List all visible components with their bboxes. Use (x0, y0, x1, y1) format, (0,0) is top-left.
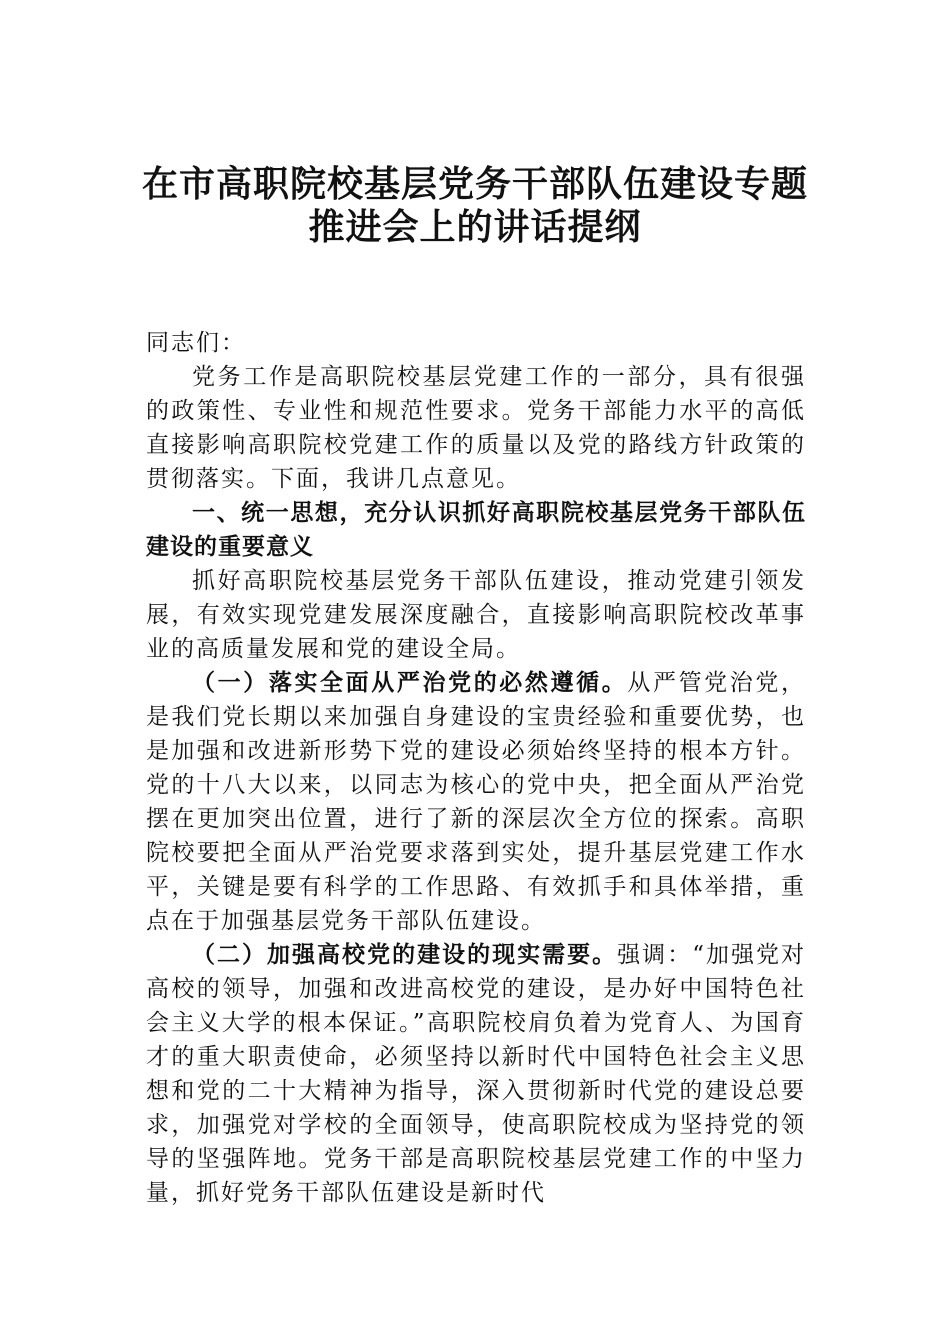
subsection-1-heading: （一）落实全面从严治党的必然遵循。 (192, 669, 628, 696)
subsection-2-heading: （二）加强高校党的建设的现实需要。 (192, 941, 618, 968)
subsection-2-text: 强调：“加强党对高校的领导，加强和改进高校党的建设，是办好中国特色社会主义大学的根本保证。”高职院校肩负着为党育人、为国育才的重大职责使命，必须坚持以新时代中国特色社会主义思想和党的二十大精神为指导，深入贯彻新时代党的建设总要求，加强党对学校的全面领导，使高职院校成为坚持党的领导的坚强阵地。党务干部是高职院校基层党建工作的中坚力量，抓好党务干部队伍建设是新时代 (146, 942, 806, 1206)
document-title-line-1: 在市高职院校基层党务干部队伍建设专题 (141, 164, 808, 205)
intro-paragraph: 党务工作是高职院校基层党建工作的一部分，具有很强的政策性、专业性和规范性要求。党务干部能力水平的高低直接影响高职院校党建工作的质量以及党的路线方针政策的贯彻落实。下面，我讲几点意见。 (146, 364, 806, 492)
subsection-1-paragraph (146, 666, 806, 938)
section-1-heading: 一、统一思想，充分认识抓好高职院校基层党务干部队伍建设的重要意义 (146, 500, 806, 560)
subsection-2-paragraph (146, 938, 806, 1210)
document-body (146, 326, 806, 1210)
subsection-1-text: 从严管党治党，是我们党长期以来加强自身建设的宝贵经验和重要优势，也是加强和改进新形势下党的建设必须始终坚持的根本方针。党的十八大以来，以同志为核心的党中央，把全面从严治党摆在更加突出位置，进行了新的深层次全方位的探索。高职院校要把全面从严治党要求落到实处，提升基层党建工作水平，关键是要有科学的工作思路、有效抓手和具体举措，重点在于加强基层党务干部队伍建设。 (146, 670, 807, 934)
salutation: 同志们： (146, 330, 246, 356)
section-1-paragraph: 抓好高职院校基层党务干部队伍建设，推动党建引领发展，有效实现党建发展深度融合，直接影响高职院校改革事业的高质量发展和党的建设全局。 (146, 568, 806, 662)
document-title-line-2: 推进会上的讲话提纲 (308, 207, 642, 248)
